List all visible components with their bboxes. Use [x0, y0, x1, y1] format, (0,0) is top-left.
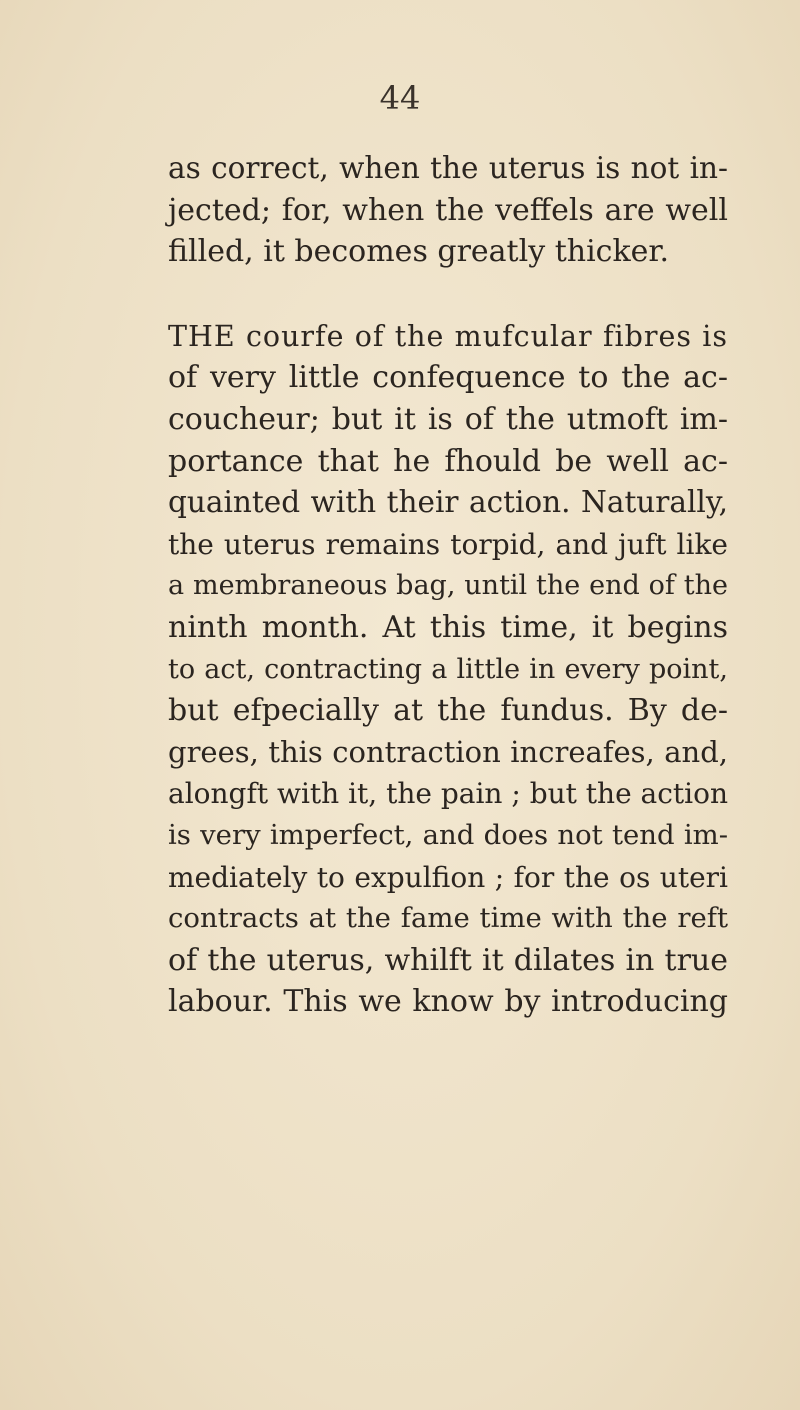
text-line: a membraneous bag, until the end of the — [168, 570, 728, 602]
text-line: contracts at the fame time with the reft — [168, 902, 728, 935]
paragraph-2 — [168, 316, 728, 1023]
text-line: coucheur; but it is of the utmoft im- — [168, 401, 728, 437]
text-line: quainted with their action. Naturally, — [168, 485, 728, 520]
text-line: of very little confequence to the ac- — [168, 360, 728, 396]
body-text — [168, 148, 728, 1023]
text-line: of the uterus, whilft it dilates in true — [168, 942, 728, 978]
paragraph-gap — [168, 273, 728, 316]
text-line: mediately to expulfion ; for the os uteri — [168, 860, 728, 894]
text-line: alongft with it, the pain ; but the action — [168, 777, 729, 811]
text-line: but efpecially at the fundus. By de- — [168, 693, 728, 729]
text-line: to act, contracting a little in every point, — [168, 653, 728, 685]
text-line: THE courfe of the mufcular fibres is — [168, 319, 728, 353]
text-line: is very imperfect, and does not tend im- — [168, 818, 728, 851]
text-line: labour. This we know by introducing — [168, 984, 728, 1020]
text-line: as correct, when the uterus is not in- — [168, 151, 728, 185]
text-line: the uterus remains torpid, and juft like — [168, 527, 728, 561]
page-number: 44 — [379, 79, 421, 117]
text-line: filled, it becomes greatly thicker. — [168, 234, 669, 270]
paragraph-1 — [168, 148, 728, 273]
text-line: jected; for, when the veffels are well — [168, 192, 728, 228]
text-line: ninth month. At this time, it begins — [168, 609, 728, 645]
text-line: portance that he fhould be well ac- — [168, 443, 728, 479]
text-line: grees, this contraction increafes, and, — [168, 734, 728, 769]
